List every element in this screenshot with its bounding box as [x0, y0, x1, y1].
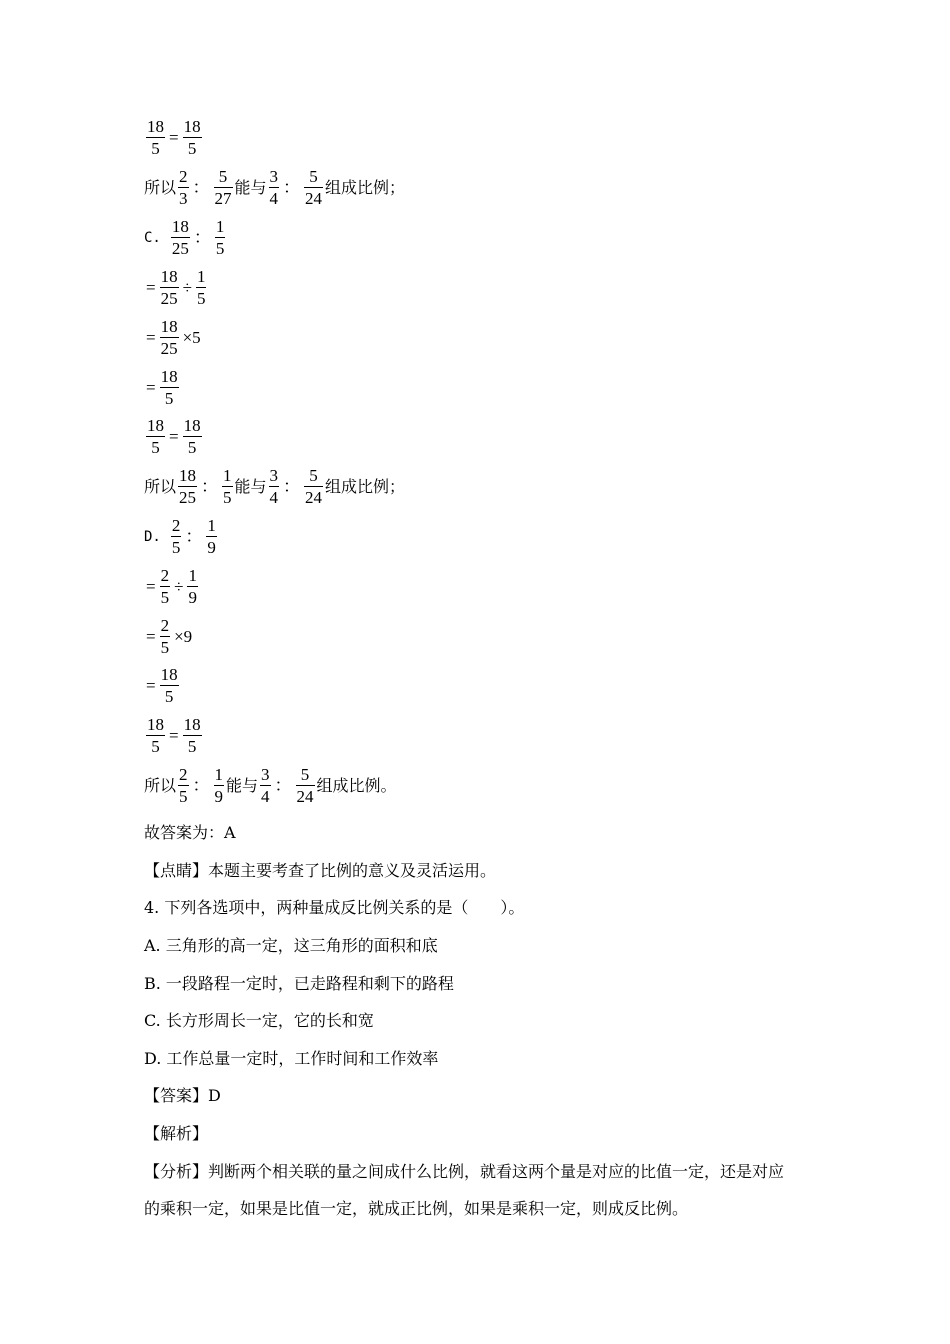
option-d: D. 工作总量一定时，工作时间和工作效率 [144, 1049, 439, 1068]
d-step-2: = $\frac{2}{5}$ ×9 [146, 616, 193, 657]
answer-tag: 【答案】D [144, 1086, 221, 1105]
analysis-line-1: 【分析】判断两个相关联的量之间成什么比例，就看这两个量是对应的比值一定，还是对应 [144, 1162, 785, 1181]
analysis-title: 【解析】 [144, 1124, 209, 1143]
fraction: $\frac{18}{5}$ [183, 117, 201, 158]
c-step-3: = $\frac{18}{5}$ [146, 367, 178, 408]
answer-line: 故答案为：A [144, 823, 236, 842]
option-a: A. 三角形的高一定，这三角形的面积和底 [144, 936, 438, 955]
comment-line: 【点睛】本题主要考查了比例的意义及灵活运用。 [144, 861, 497, 880]
question-4-stem: 4. 下列各选项中，两种量成反比例关系的是（ ）。 [144, 898, 525, 917]
c-result-line: $\frac{18}{5}$ = $\frac{18}{5}$ [147, 416, 201, 457]
fraction: $\frac{18}{5}$ [147, 117, 164, 158]
option-b: B. 一段路程一定时，已走路程和剩下的路程 [144, 974, 454, 993]
c-step-1: = $\frac{18}{25}$ ÷ $\frac{1}{5}$ [146, 267, 206, 308]
d-step-1: = $\frac{2}{5}$ ÷ $\frac{1}{9}$ [146, 566, 197, 607]
d-step-3: = $\frac{18}{5}$ [146, 665, 178, 706]
option-c: C. 长方形周长一定，它的长和宽 [144, 1011, 374, 1030]
c-expression: C. $\frac{18}{25}$ ： $\frac{1}{5}$ [144, 217, 225, 258]
c-conclusion: 所以 $\frac{18}{25}$ ： $\frac{1}{5}$ 能与 $\frac{3}{4}$ ： $\frac{5}{24}$ 组成比例； [144, 466, 406, 507]
b-result-line: $\frac{18}{5}$ = $\frac{18}{5}$ [147, 117, 201, 158]
d-expression: D. $\frac{2}{5}$ ： $\frac{1}{9}$ [144, 516, 216, 557]
b-conclusion: 所以 $\frac{2}{3}$ ： $\frac{5}{27}$ 能与 $\frac{3}{4}$ ： $\frac{5}{24}$ 组成比例； [144, 167, 406, 208]
analysis-line-2: 的乘积一定，如果是比值一定，就成正比例，如果是乘积一定，则成反比例。 [144, 1199, 689, 1218]
c-step-2: = $\frac{18}{25}$ ×5 [146, 317, 201, 358]
d-conclusion: 所以 $\frac{2}{5}$ ： $\frac{1}{9}$ 能与 $\frac{3}{4}$ ： $\frac{5}{24}$ 组成比例。 [144, 765, 397, 806]
d-result-line: $\frac{18}{5}$ = $\frac{18}{5}$ [147, 715, 201, 756]
